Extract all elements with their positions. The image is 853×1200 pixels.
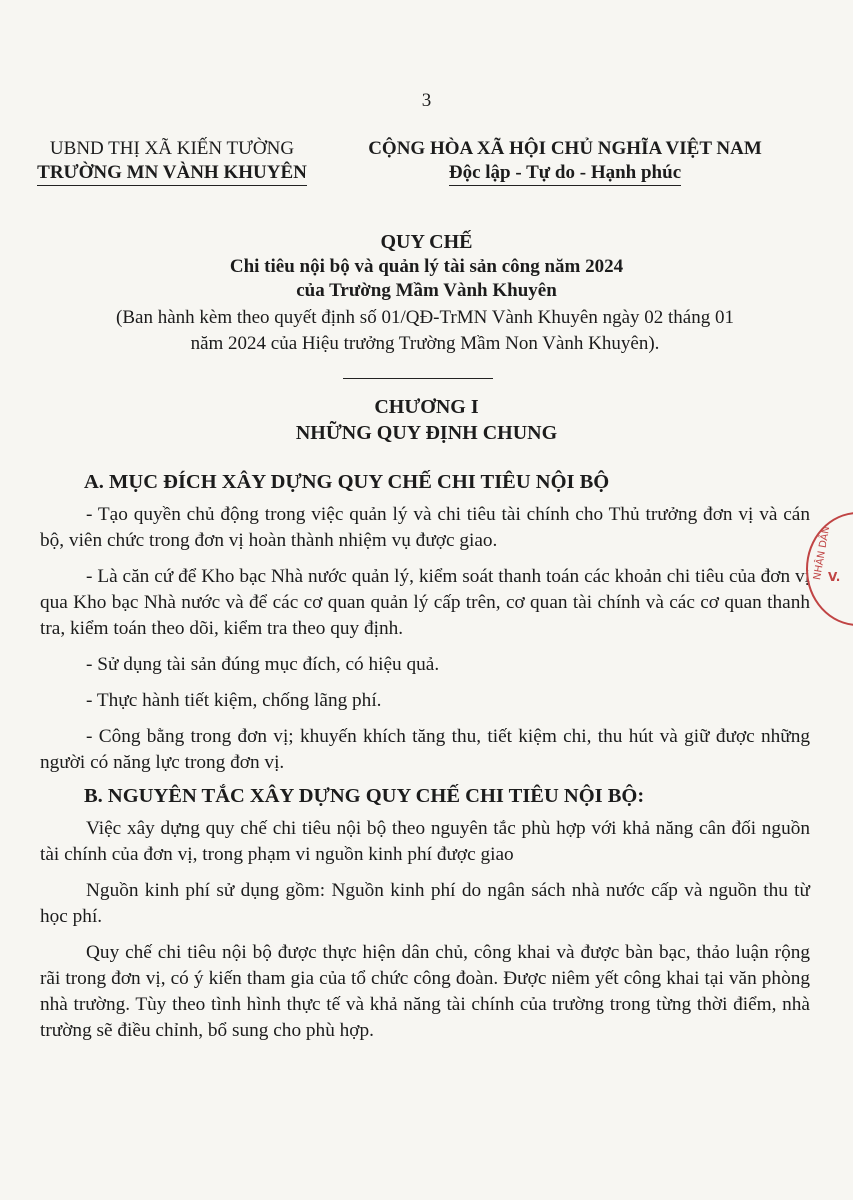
authority-line: UBND THỊ XÃ KIẾN TƯỜNG [49, 138, 295, 159]
section-a-item: - Sử dụng tài sản đúng mục đích, có hiệu quả. [86, 654, 440, 675]
section-a-heading: A. MỤC ĐÍCH XÂY DỰNG QUY CHẾ CHI TIÊU NỘI BỘ [84, 471, 610, 493]
issuing-authority [12, 137, 332, 186]
page-number: 3 [421, 90, 432, 111]
country-name: CỘNG HÒA XÃ HỘI CHỦ NGHĨA VIỆT NAM [368, 138, 762, 159]
section-a-item: - Tạo quyền chủ động trong việc quản lý và chi tiêu tài chính cho Thủ trưởng đơn vị và cán bộ, viên chức trong đơn vị hoàn thành nhiệm vụ được giao. [40, 504, 810, 551]
chapter-name: NHỮNG QUY ĐỊNH CHUNG [295, 422, 558, 444]
national-motto [345, 137, 785, 186]
section-b-heading: B. NGUYÊN TẮC XÂY DỰNG QUY CHẾ CHI TIÊU NỘI BỘ: [84, 785, 645, 807]
document-body [40, 467, 810, 1044]
title-subtitle-2: của Trường Mầm Vành Khuyên [296, 280, 557, 301]
title-main: QUY CHẾ [380, 231, 473, 253]
section-b-paragraph: Việc xây dựng quy chế chi tiêu nội bộ theo nguyên tắc phù hợp với khả năng cân đối nguồn tài chính của đơn vị, trong phạm vi nguồn kinh phí được giao [40, 818, 810, 865]
section-a-item: - Thực hành tiết kiệm, chống lãng phí. [86, 690, 382, 711]
issuance-note [20, 305, 830, 357]
school-name: TRƯỜNG MN VÀNH KHUYÊN [37, 161, 307, 186]
chapter-heading [0, 394, 853, 446]
issuance-line-1: (Ban hành kèm theo quyết định số 01/QĐ-TrMN Vành Khuyên ngày 02 tháng 01 [116, 307, 734, 328]
section-a-item: - Là căn cứ để Kho bạc Nhà nước quản lý, kiểm soát thanh toán các khoản chi tiêu của đơn vị qua Kho bạc Nhà nước và để các cơ quan quản lý cấp trên, cơ quan tài chính và các cơ quan thanh tra, kiểm toán theo dõi, kiểm tra theo quy định. [40, 566, 810, 639]
official-seal [806, 512, 853, 626]
issuance-line-2: năm 2024 của Hiệu trưởng Trường Mầm Non Vành Khuyên). [190, 333, 660, 354]
seal-arc-text: NHÂN DÂN [812, 525, 833, 581]
title-divider [343, 378, 493, 379]
motto: Độc lập - Tự do - Hạnh phúc [449, 161, 681, 186]
chapter-number: CHƯƠNG I [374, 396, 479, 418]
section-a-item: - Công bằng trong đơn vị; khuyến khích tăng thu, tiết kiệm chi, thu hút và giữ được những người có năng lực trong đơn vị. [40, 726, 810, 773]
title-subtitle-1: Chi tiêu nội bộ và quản lý tài sản công năm 2024 [229, 256, 624, 277]
seal-letter: V. [828, 570, 841, 584]
section-b-paragraph: Nguồn kinh phí sử dụng gồm: Nguồn kinh phí do ngân sách nhà nước cấp và nguồn thu từ học phí. [40, 880, 810, 927]
section-b-paragraph: Quy chế chi tiêu nội bộ được thực hiện dân chủ, công khai và được bàn bạc, thảo luận rộng rãi trong đơn vị, có ý kiến tham gia của tổ chức công đoàn. Được niêm yết công khai tại văn phòng nhà trường. Tùy theo tình hình thực tế và khả năng tài chính của trường trong từng thời điểm, nhà trường sẽ điều chỉnh, bổ sung cho phù hợp. [40, 942, 810, 1041]
document-title [0, 229, 853, 303]
